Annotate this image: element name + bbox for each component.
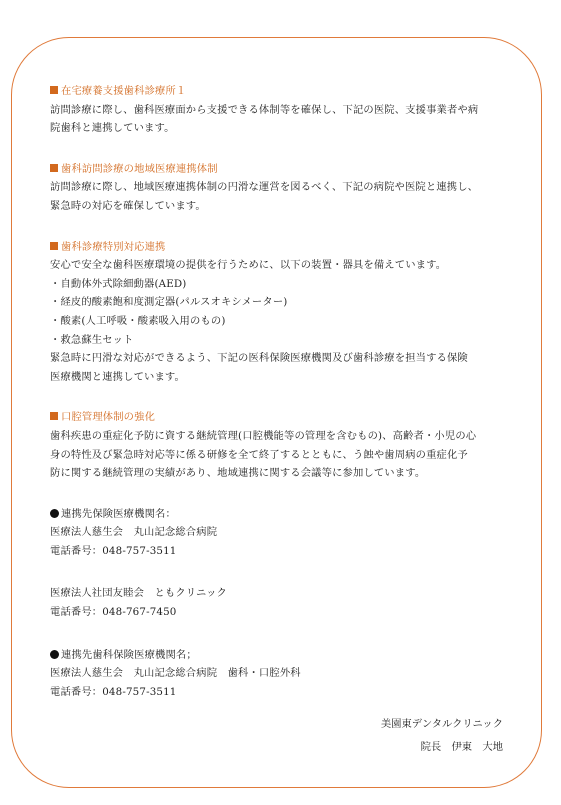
body-line: 緊急時に円滑な対応ができるよう、下記の医科保険医療機関及び歯科診療を担当する保険 xyxy=(50,352,468,365)
medical-contact-block xyxy=(50,505,520,561)
section-title: 口腔管理体制の強化 xyxy=(50,408,520,427)
section-oral-management xyxy=(50,408,520,482)
equipment-item: ・酸素(人工呼吸・酸素吸入用のもの) xyxy=(50,314,226,327)
square-bullet-icon xyxy=(50,86,58,94)
signature xyxy=(381,713,503,759)
section-regional-cooperation xyxy=(50,160,520,216)
contact-phone: 電話番号：048-767-7450 xyxy=(50,606,177,619)
body-line: 院歯科と連携しています。 xyxy=(50,122,175,135)
body-line: 訪問診療に際し、地域医療連携体制の円滑な運営を図るべく、下記の病院や医院と連携し、 xyxy=(50,181,479,194)
director-name: 院長 伊東 大地 xyxy=(420,741,503,753)
clinic-name: 美園東デンタルクリニック xyxy=(380,718,503,730)
body-line: 歯科疾患の重症化予防に資する継続管理(口腔機能等の管理を含むもの)、高齢者・小児の心 xyxy=(50,429,477,442)
contact-name: 医療法人慈生会 丸山記念総合病院 xyxy=(50,526,218,539)
section-title: 在宅療養支援歯科診療所１ xyxy=(50,82,520,101)
body-line: 身の特性及び緊急時対応等に係る研修を全て終了するとともに、う蝕や歯周病の重症化予 xyxy=(50,448,468,461)
section-title: 歯科訪問診療の地域医療連携体制 xyxy=(50,160,520,179)
contact-name: 医療法人慈生会 丸山記念総合病院 歯科・口腔外科 xyxy=(50,667,301,680)
equipment-item: ・経皮的酸素飽和度測定器(パルスオキシメーター) xyxy=(50,296,288,309)
section-title: 歯科診療特別対応連携 xyxy=(50,238,520,257)
body-line: 防に関する継続管理の実績があり、地域連携に関する会議等に参加しています。 xyxy=(50,467,426,480)
bullet-dot-icon xyxy=(50,509,59,518)
square-bullet-icon xyxy=(50,164,58,172)
body-line: 訪問診療に際し、歯科医療面から支援できる体制等を確保し、下記の医院、支援事業者や病 xyxy=(50,103,479,116)
contact-heading: 連携先歯科保険医療機関名； xyxy=(50,646,520,665)
bullet-dot-icon xyxy=(50,650,59,659)
section-home-care-support xyxy=(50,82,520,138)
contact-heading: 連携先保険医療機関名： xyxy=(50,505,520,524)
body-line: 安心で安全な歯科医療環境の提供を行うために、以下の装置・器具を備えています。 xyxy=(50,259,447,272)
square-bullet-icon xyxy=(50,412,58,420)
contact-phone: 電話番号：048-757-3511 xyxy=(50,544,177,557)
equipment-item: ・自動体外式除細動器(AED) xyxy=(50,277,187,290)
square-bullet-icon xyxy=(50,242,58,250)
contact-phone: 電話番号：048-757-3511 xyxy=(50,685,177,698)
notice-body xyxy=(50,82,520,725)
body-line: 医療機関と連携しています。 xyxy=(50,370,185,383)
medical-contact-block-2 xyxy=(50,584,520,621)
dental-contact-block xyxy=(50,646,520,702)
body-line: 緊急時の対応を確保しています。 xyxy=(50,199,206,212)
section-special-response xyxy=(50,238,520,387)
contact-name: 医療法人社団友睦会 ともクリニック xyxy=(50,587,227,600)
equipment-item: ・救急蘇生セット xyxy=(50,333,134,346)
